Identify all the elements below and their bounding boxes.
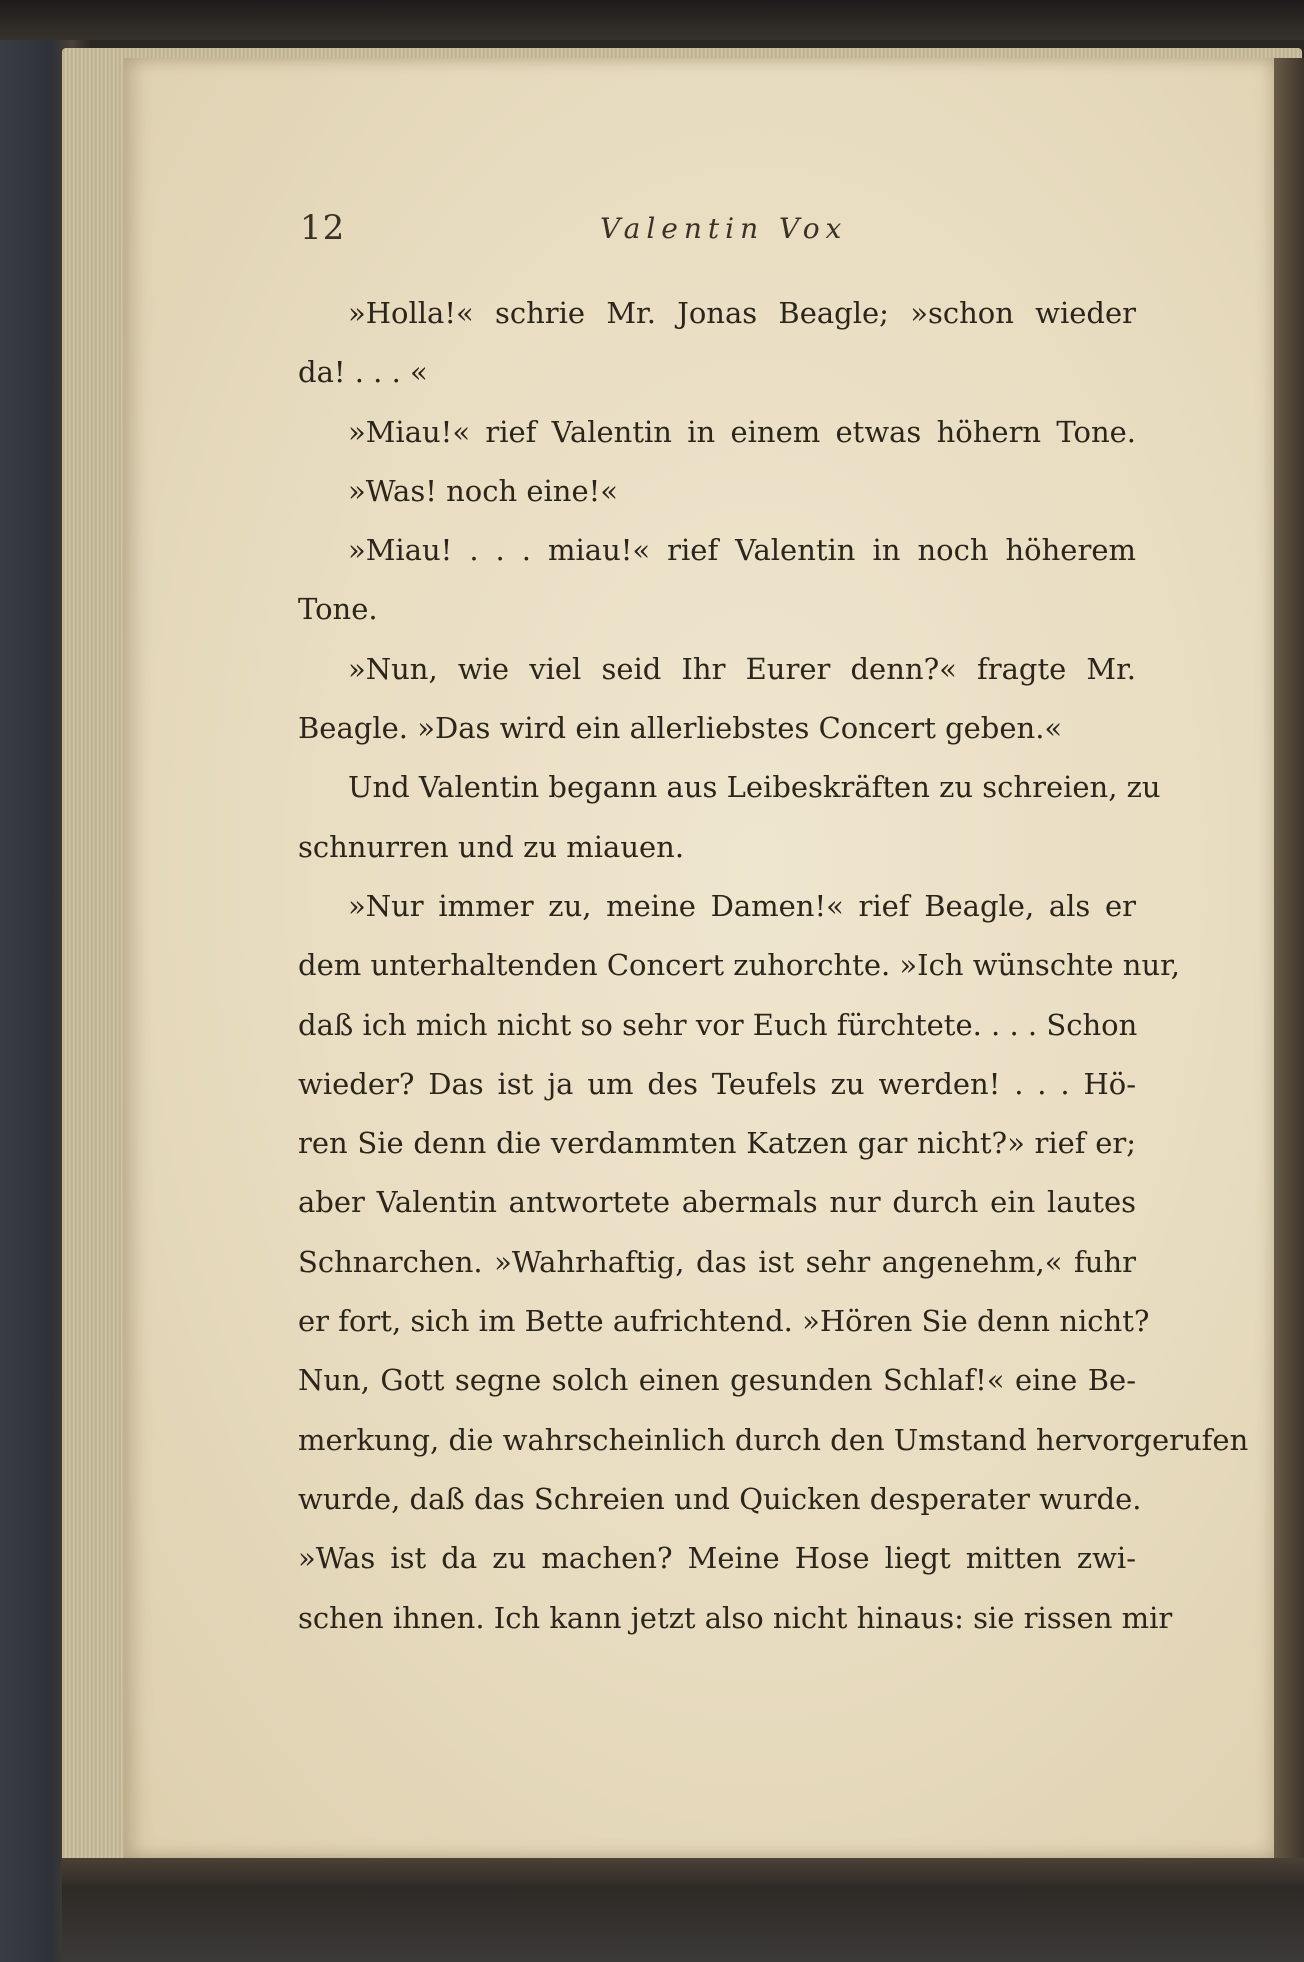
book-cover-top (0, 0, 1304, 40)
text-line: wurde, daß das Schreien und Quicken desperater wurde. (298, 1481, 1142, 1516)
text-line: »Miau! . . . miau!« rief Valentin in noch höherem (348, 533, 1136, 568)
running-title: Valentin Vox (600, 212, 848, 245)
text-line: Tone. (298, 592, 378, 627)
text-line: »Was! noch eine!« (348, 473, 619, 508)
page-number: 12 (300, 208, 346, 248)
book-right-edge (1272, 58, 1304, 1888)
text-line: aber Valentin antwortete abermals nur durch ein lautes (298, 1185, 1136, 1220)
text-line: er fort, sich im Bette aufrichtend. »Hören Sie denn nicht? (298, 1304, 1150, 1339)
text-line: merkung, die wahrscheinlich durch den Umstand hervorgerufen (298, 1422, 1249, 1457)
text-line: Und Valentin begann aus Leibeskräften zu schreien, zu (348, 770, 1161, 805)
text-line: »Was ist da zu machen? Meine Hose liegt mitten zwi- (298, 1541, 1136, 1576)
book-bottom-edge (62, 1858, 1304, 1962)
body-text (298, 284, 1249, 1648)
text-line: schen ihnen. Ich kann jetzt also nicht hinaus: sie rissen mir (298, 1600, 1173, 1635)
text-line: ren Sie denn die verdammten Katzen gar nicht?» rief er; (298, 1126, 1136, 1161)
text-line: daß ich mich nicht so sehr vor Euch fürchtete. . . . Schon (298, 1007, 1138, 1042)
page-header (300, 208, 1140, 252)
text-line: Schnarchen. »Wahrhaftig, das ist sehr angenehm,« fuhr (298, 1244, 1136, 1279)
text-line: »Miau!« rief Valentin in einem etwas höhern Tone. (348, 414, 1136, 449)
text-line: wieder? Das ist ja um des Teufels zu werden! . . . Hö- (298, 1066, 1136, 1101)
text-line: »Nun, wie viel seid Ihr Eurer denn?« fragte Mr. (348, 651, 1136, 686)
text-line: dem unterhaltenden Concert zuhorchte. »Ich wünschte nur, (298, 948, 1181, 983)
text-line: Nun, Gott segne solch einen gesunden Schlaf!« eine Be- (298, 1363, 1136, 1398)
text-line: »Holla!« schrie Mr. Jonas Beagle; »schon wieder (348, 296, 1136, 330)
text-line: da! . . . « (298, 355, 428, 390)
text-line: »Nur immer zu, meine Damen!« rief Beagle, als er (348, 888, 1136, 923)
text-line: schnurren und zu miauen. (298, 829, 685, 864)
text-line: Beagle. »Das wird ein allerliebstes Concert geben.« (298, 711, 1063, 746)
